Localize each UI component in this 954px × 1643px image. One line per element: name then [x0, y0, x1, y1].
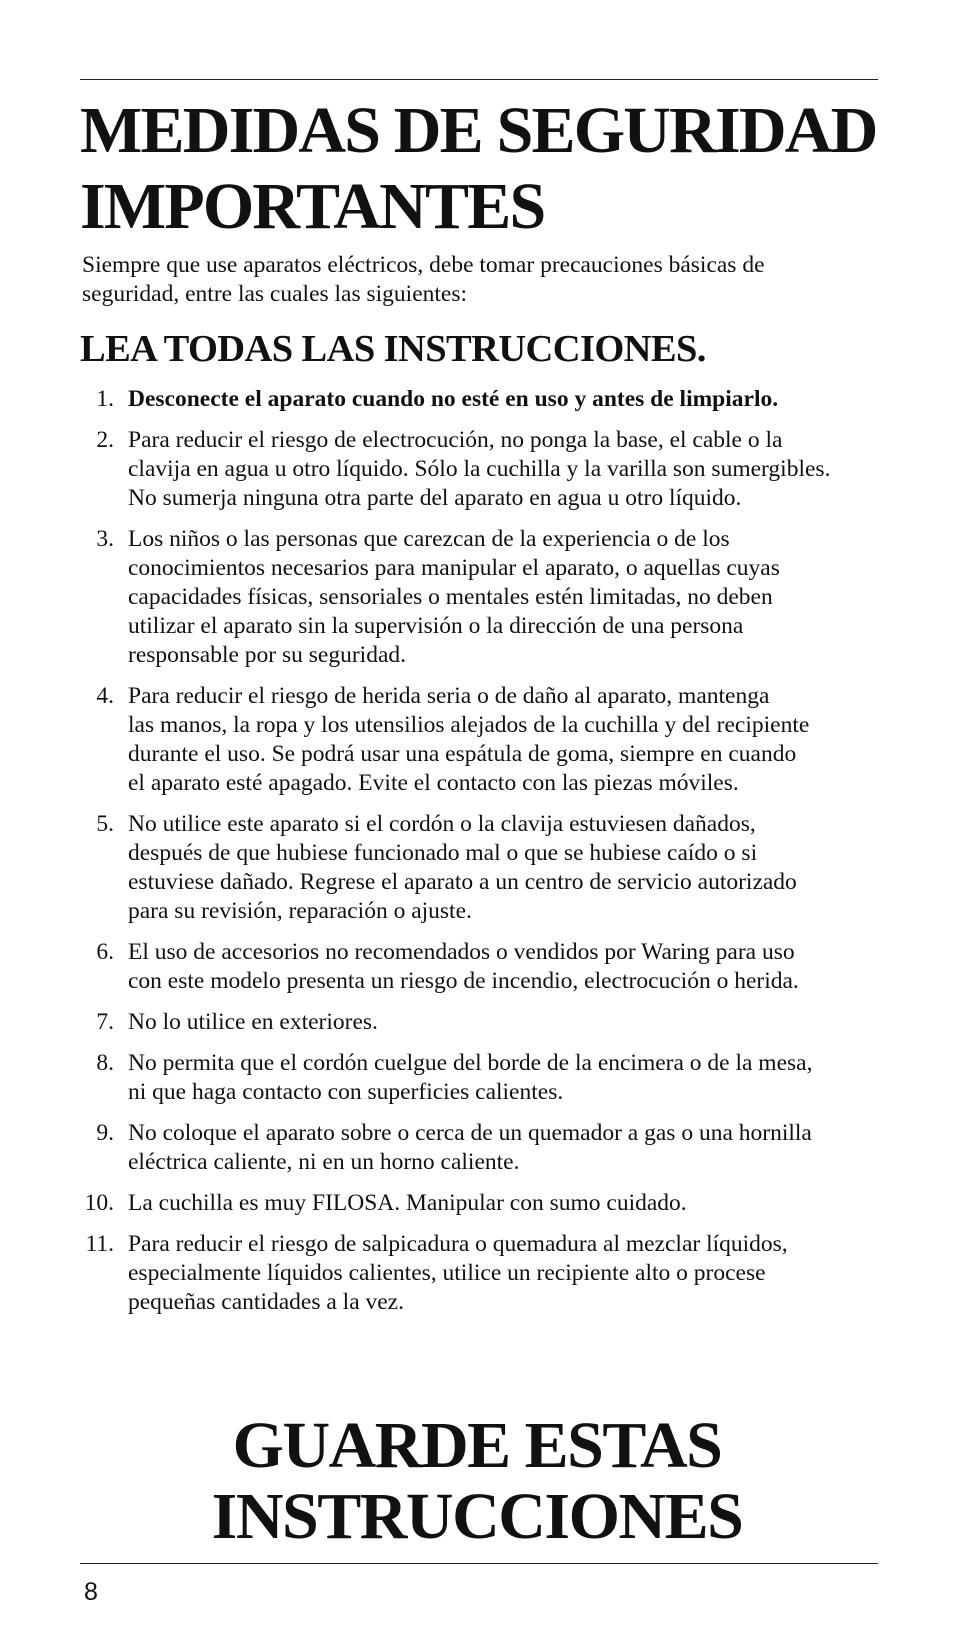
- item-line: con este modelo presenta un riesgo de incendio, electrocución o herida.: [128, 968, 799, 994]
- item-number: 1.: [96, 386, 114, 412]
- item-line: Para reducir el riesgo de herida seria o de daño al aparato, mantenga: [128, 683, 770, 709]
- item-text: [128, 525, 880, 670]
- list-item: [0, 426, 880, 513]
- item-line: Para reducir el riesgo de salpicadura o quemadura al mezclar líquidos,: [128, 1231, 788, 1257]
- item-line: responsable por su seguridad.: [128, 642, 407, 668]
- item-line: capacidades físicas, sensoriales o mentales estén limitadas, no deben: [128, 584, 773, 610]
- bottom-divider: [80, 1563, 878, 1564]
- list-item: [0, 1119, 880, 1177]
- item-line: ni que haga contacto con superficies calientes.: [128, 1079, 564, 1105]
- save-line-1: GUARDE ESTAS: [232, 1409, 722, 1482]
- item-line: No utilice este aparato si el cordón o la clavija estuviesen dañados,: [128, 811, 756, 837]
- item-text: [128, 1230, 880, 1317]
- item-line: conocimientos necesarios para manipular el aparato, o aquellas cuyas: [128, 555, 780, 581]
- item-text: [128, 1119, 880, 1177]
- item-text: [128, 682, 880, 798]
- title-line-2: IMPORTANTES: [80, 170, 545, 243]
- item-number: 11.: [85, 1231, 114, 1257]
- item-line: especialmente líquidos calientes, utilice un recipiente alto o procese: [128, 1260, 766, 1286]
- item-line: No lo utilice en exteriores.: [128, 1009, 378, 1035]
- item-line: para su revisión, reparación o ajuste.: [128, 898, 472, 924]
- item-text: [128, 810, 880, 926]
- item-line: Los niños o las personas que carezcan de la experiencia o de los: [128, 526, 730, 552]
- item-line: eléctrica caliente, ni en un horno caliente.: [128, 1149, 520, 1175]
- read-instructions-heading: LEA TODAS LAS INSTRUCCIONES.: [80, 328, 706, 370]
- item-number: 9.: [96, 1120, 114, 1146]
- item-line: las manos, la ropa y los utensilios alejados de la cuchilla y del recipiente: [128, 712, 810, 738]
- item-line: No coloque el aparato sobre o cerca de un quemador a gas o una hornilla: [128, 1120, 812, 1146]
- item-text: [128, 1008, 880, 1037]
- item-line: No permita que el cordón cuelgue del borde de la encimera o de la mesa,: [128, 1050, 813, 1076]
- item-number: 3.: [96, 526, 114, 552]
- title-line-1: MEDIDAS DE SEGURIDAD: [80, 94, 877, 167]
- item-line: El uso de accesorios no recomendados o vendidos por Waring para uso: [128, 939, 795, 965]
- save-instructions-heading: [0, 1410, 954, 1552]
- save-line-2: INSTRUCCIONES: [211, 1480, 743, 1553]
- item-number: 10.: [84, 1190, 114, 1216]
- item-text: [128, 1189, 880, 1218]
- list-item: [0, 1008, 880, 1037]
- list-item: [0, 1189, 880, 1218]
- item-number: 8.: [96, 1050, 114, 1076]
- item-line: utilizar el aparato sin la supervisión o la dirección de una persona: [128, 613, 744, 639]
- item-line: La cuchilla es muy FILOSA. Manipular con sumo cuidado.: [128, 1190, 687, 1216]
- item-line: pequeñas cantidades a la vez.: [128, 1289, 404, 1315]
- list-item: [0, 810, 880, 926]
- item-line: Para reducir el riesgo de electrocución, no ponga la base, el cable o la: [128, 427, 783, 453]
- item-line: Desconecte el aparato cuando no esté en uso y antes de limpiarlo.: [128, 386, 779, 412]
- item-line: clavija en agua u otro líquido. Sólo la cuchilla y la varilla son sumergibles.: [128, 456, 831, 482]
- item-text: [128, 938, 880, 996]
- page-number: 8: [84, 1578, 98, 1606]
- item-number: 7.: [96, 1009, 114, 1035]
- item-text: [128, 385, 880, 414]
- list-item: [0, 1230, 880, 1317]
- item-text: [128, 426, 880, 513]
- item-line: No sumerja ninguna otra parte del aparato en agua u otro líquido.: [128, 485, 742, 511]
- list-item: [0, 525, 880, 670]
- item-line: estuviese dañado. Regrese el aparato a un centro de servicio autorizado: [128, 869, 797, 895]
- item-line: después de que hubiese funcionado mal o que se hubiese caído o si: [128, 840, 758, 866]
- intro-line-2: seguridad, entre las cuales las siguientes:: [82, 281, 468, 307]
- intro-line-1: Siempre que use aparatos eléctricos, debe tomar precauciones básicas de: [82, 252, 765, 278]
- list-item: [0, 682, 880, 798]
- item-number: 2.: [96, 427, 114, 453]
- item-number: 5.: [96, 811, 114, 837]
- item-line: el aparato esté apagado. Evite el contacto con las piezas móviles.: [128, 770, 739, 796]
- item-line: durante el uso. Se podrá usar una espátula de goma, siempre en cuando: [128, 741, 797, 767]
- list-item: [0, 938, 880, 996]
- list-item: [0, 385, 880, 414]
- list-item: [0, 1049, 880, 1107]
- item-number: 6.: [96, 939, 114, 965]
- safety-list: [0, 385, 954, 1329]
- top-divider: [80, 79, 878, 80]
- intro-paragraph: [82, 251, 882, 309]
- item-text: [128, 1049, 880, 1107]
- page-title: [80, 93, 880, 245]
- item-number: 4.: [96, 683, 114, 709]
